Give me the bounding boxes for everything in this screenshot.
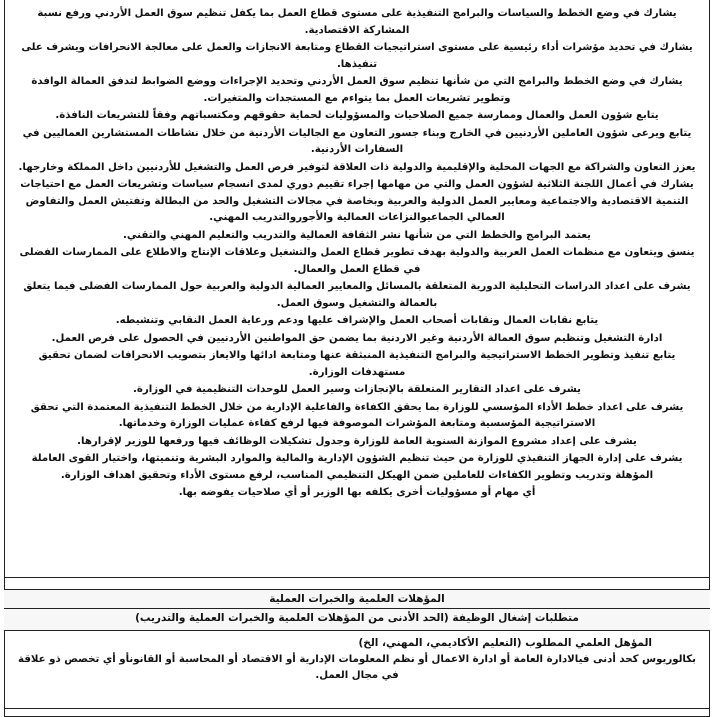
duty-item: يعزز التعاون والشراكة مع الجهات المحلية والإقليمية والدولية ذات العلاقة لتوفير فرص العمل والتشغيل للأردنيين داخل المملكة وخارجها. [18,161,696,173]
duty-item: أي مهام أو مسؤوليات أخرى يكلفه بها الوزير أو أي صلاحيات يفوضه بها. [178,487,536,498]
qualification-text: بكالوريوس كحد أدنى فيالادارة العامة أو ادارة الاعمال أو نظم المعلومات الإدارية أو الاقتصاد أو المحاسبة أو القانونأو أي تخصص ذو علاقة في مجال العمل. [18,654,696,681]
duty-item: ادارة التشغيل وتنظيم سوق العمالة الأردنية وغير الاردنية بما يضمن حق المواطنين الأردنيين في الحصول على فرص العمل. [51,332,663,344]
duty-item: ينسق ويتعاون مع منظمات العمل العربية والدولية بهدف تطوير قطاع العمل والتشغيل وعلاقات الإنتاج والاطلاع على الممارسات الفضلى في قطاع العمل والعمال. [19,247,695,275]
qualification-box [4,631,710,709]
duty-item: يشارك في وضع الخطط والسياسات والبرامج التنفيذية على مستوى قطاع العمل بما يكفل تنظيم سوق العمل الأردني ورفع نسبة المشاركة الاقتصادية. [37,8,677,36]
duty-item: يعتمد البرامج والخطط التي من شأنها نشر الثقافة العمالية والتدريب والتعليم المهني والتقني. [122,229,591,241]
duty-item: يشرف على اعداد الدراسات التحليلية الدورية المتعلقة بالمسائل والمعايير العمالية الدولية والعربية حول الممارسات الفضلى فيما يتعلق بالعمالة والتشغيل وسوق العمل. [23,281,691,309]
duty-item: يشارك في تحديد مؤشرات أداء رئيسية على مستوى استراتيجيات القطاع ومتابعة الانجازات والعمل على معالجة الانحرافات ويشرف على تنفيذها. [21,42,693,70]
duty-item: يشرف على إدارة الجهاز التنفيذي للوزارة من حيث تنظيم الشؤون الإدارية والمالية والموارد البشرية وتنميتها، واختيار القوى العاملة المؤهلة وتدريب وتطوير الكفاءات للعاملين ضمن الهيكل التنظيمي المناسب، لرفع مستوى الأداء وتحقيق اهداف الوزارة. [31,453,683,481]
requirements-title: متطلبات إشغال الوظيفة (الحد الأدنى من المؤهلات العلمية والخبرات العملية والتدريب) [4,609,710,631]
duty-item: يشرف على اعداد خطط الأداء المؤسسي للوزارة بما يحقق الكفاءة والفاعلية الإدارية من خلال الخطط التنفيذية المعتمدة التي تحقق الاستراتيجية المؤسسية ومتابعة المؤشرات الموصوفة فيها لرفع كفاءة عمليات الوزارة وخدماتها. [30,401,684,429]
duty-item: يشارك في أعمال اللجنة الثلاثية لشؤون العمل والتي من مهامها إجراء تقييم دوري لمدى انسجام سياسات وتشريعات العمل مع احتياجات التنمية الاقتصادية والاجتماعية ومعايير العمل الدولية والعربية وبخاصة في مجالات التشغيل والحد من البطالة وتفتيش العمل والتفاوض العمالي الجماعيوالنزاعات العمالية والأجوروالتدريب المهني. [20,179,694,223]
section-title: المؤهلات العلمية والخبرات العملية [4,589,710,609]
duty-item: يتابع شؤون العمل والعمال وممارسة جميع الصلاحيات والمسؤوليات لحماية حقوقهم ومكتسباتهم وفقاً للتشريعات النافذة. [55,110,659,121]
duty-item: يشرف على اعداد التقارير المتعلقة بالإنجازات وسير العمل للوحدات التنظيمية في الوزارة. [133,384,581,395]
duty-item: يتابع تنفيذ وتطوير الخطط الاستراتيجية والبرامج التنفيذية المنبثقة عنها ومتابعة ادائها والايعاز بتصويب الانحرافات لضمان تحقيق مستهدفات الوزارة. [38,350,676,378]
qualification-label: المؤهل العلمي المطلوب (التعليم الأكاديمي، المهني، الخ) [358,637,652,649]
duty-item: يتابع نقابات العمال ونقابات أصحاب العمل والإشراف عليها ودعم ورعاية العمل النقابي وتنشيطه. [115,315,599,326]
duty-item: يتابع ويرعى شؤون العاملين الأردنيين في الخارج وبناء جسور التعاون مع الجاليات الأردنية من خلال نشاطات المستشارين العماليين في السفارات الأردنية. [22,127,692,155]
duty-item: يشرف على إعداد مشروع الموازنة السنوية العامة للوزارة وجدول تشكيلات الوظائف فيها ورفعها للوزير لإقرارها. [77,435,637,447]
duties-section [4,0,710,578]
duty-item: يشارك في وضع الخطط والبرامج التي من شأنها تنظيم سوق العمل الأردني وتحديد الإجراءات ووضع الضوابط لتدفق العمالة الوافدة وتطوير تشريعات العمل بما يتواءم مع المستجدات والمتغيرات. [31,76,683,104]
